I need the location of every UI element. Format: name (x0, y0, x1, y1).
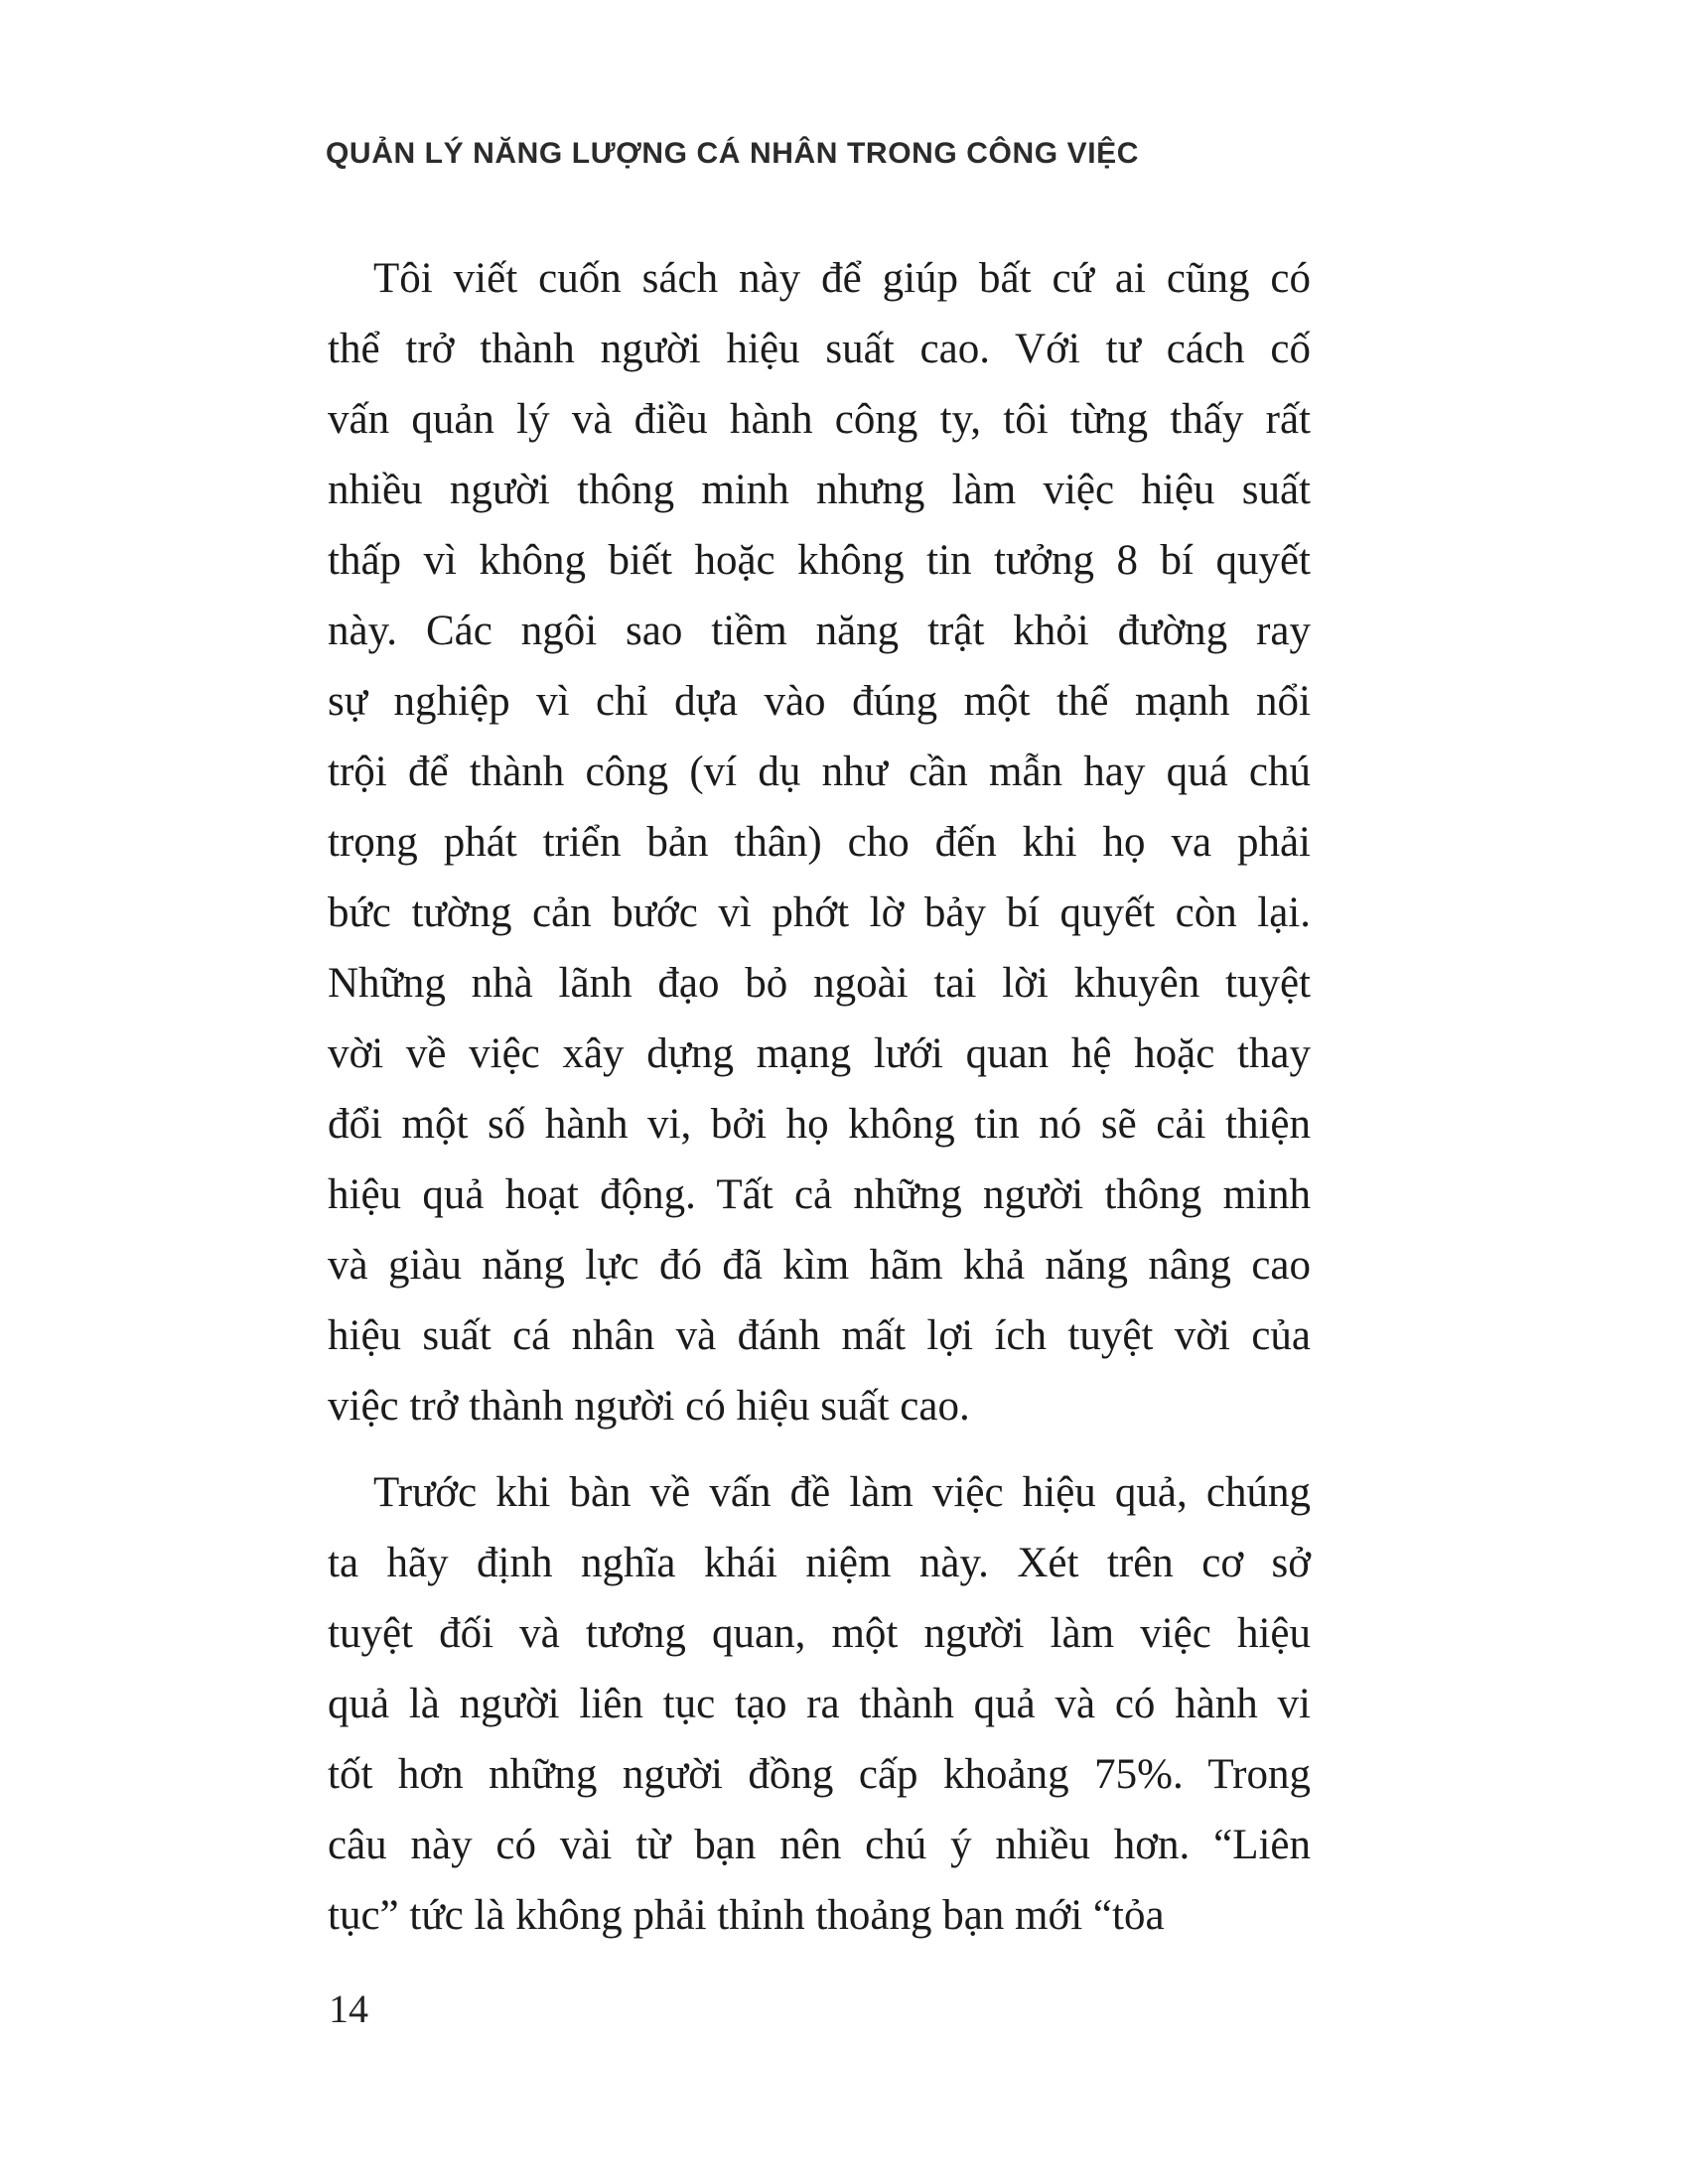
paragraph-2 (328, 1457, 1311, 1951)
text-line: thể trở thành người hiệu suất cao. Với tư cách cố (328, 326, 1311, 372)
running-head: QUẢN LÝ NĂNG LƯỢNG CÁ NHÂN TRONG CÔNG VIỆC (326, 137, 1140, 170)
text-line: và giàu năng lực đó đã kìm hãm khả năng nâng cao (328, 1242, 1311, 1289)
text-line: thấp vì không biết hoặc không tin tưởng 8 bí quyết (328, 537, 1311, 584)
text-line: trội để thành công (ví dụ như cần mẫn hay quá chú (328, 749, 1311, 795)
text-line: quả là người liên tục tạo ra thành quả và có hành vi (328, 1681, 1311, 1727)
text-line: vời về việc xây dựng mạng lưới quan hệ hoặc thay (328, 1030, 1311, 1077)
text-line: trọng phát triển bản thân) cho đến khi họ va phải (328, 819, 1311, 866)
text-line: tốt hơn những người đồng cấp khoảng 75%. Trong (328, 1751, 1311, 1798)
text-line: đổi một số hành vi, bởi họ không tin nó sẽ cải thiện (328, 1101, 1311, 1148)
text-line: này. Các ngôi sao tiềm năng trật khỏi đường ray (328, 608, 1311, 654)
text-line: tuyệt đối và tương quan, một người làm việc hiệu (328, 1610, 1311, 1657)
text-line: bức tường cản bước vì phớt lờ bảy bí quyết còn lại. (328, 889, 1311, 936)
page-number: 14 (329, 1986, 368, 2031)
paragraph-1 (328, 243, 1311, 1441)
text-line: ta hãy định nghĩa khái niệm này. Xét trên cơ sở (328, 1540, 1311, 1586)
text-line: Trước khi bàn về vấn đề làm việc hiệu quả, chúng (373, 1469, 1311, 1516)
text-line: nhiều người thông minh nhưng làm việc hiệu suất (328, 467, 1311, 513)
text-line: sự nghiệp vì chỉ dựa vào đúng một thế mạnh nổi (328, 678, 1311, 725)
text-line: việc trở thành người có hiệu suất cao. (328, 1383, 970, 1430)
text-line: vấn quản lý và điều hành công ty, tôi từng thấy rất (328, 396, 1311, 443)
text-line: Những nhà lãnh đạo bỏ ngoài tai lời khuyên tuyệt (328, 960, 1311, 1007)
text-line: câu này có vài từ bạn nên chú ý nhiều hơn. “Liên (328, 1822, 1311, 1868)
text-line: hiệu quả hoạt động. Tất cả những người thông minh (328, 1171, 1311, 1218)
text-line: hiệu suất cá nhân và đánh mất lợi ích tuyệt vời của (328, 1312, 1311, 1359)
text-line: tục” tức là không phải thỉnh thoảng bạn mới “tỏa (328, 1892, 1165, 1939)
body-text (328, 243, 1311, 1951)
text-line: Tôi viết cuốn sách này để giúp bất cứ ai cũng có (373, 255, 1311, 302)
